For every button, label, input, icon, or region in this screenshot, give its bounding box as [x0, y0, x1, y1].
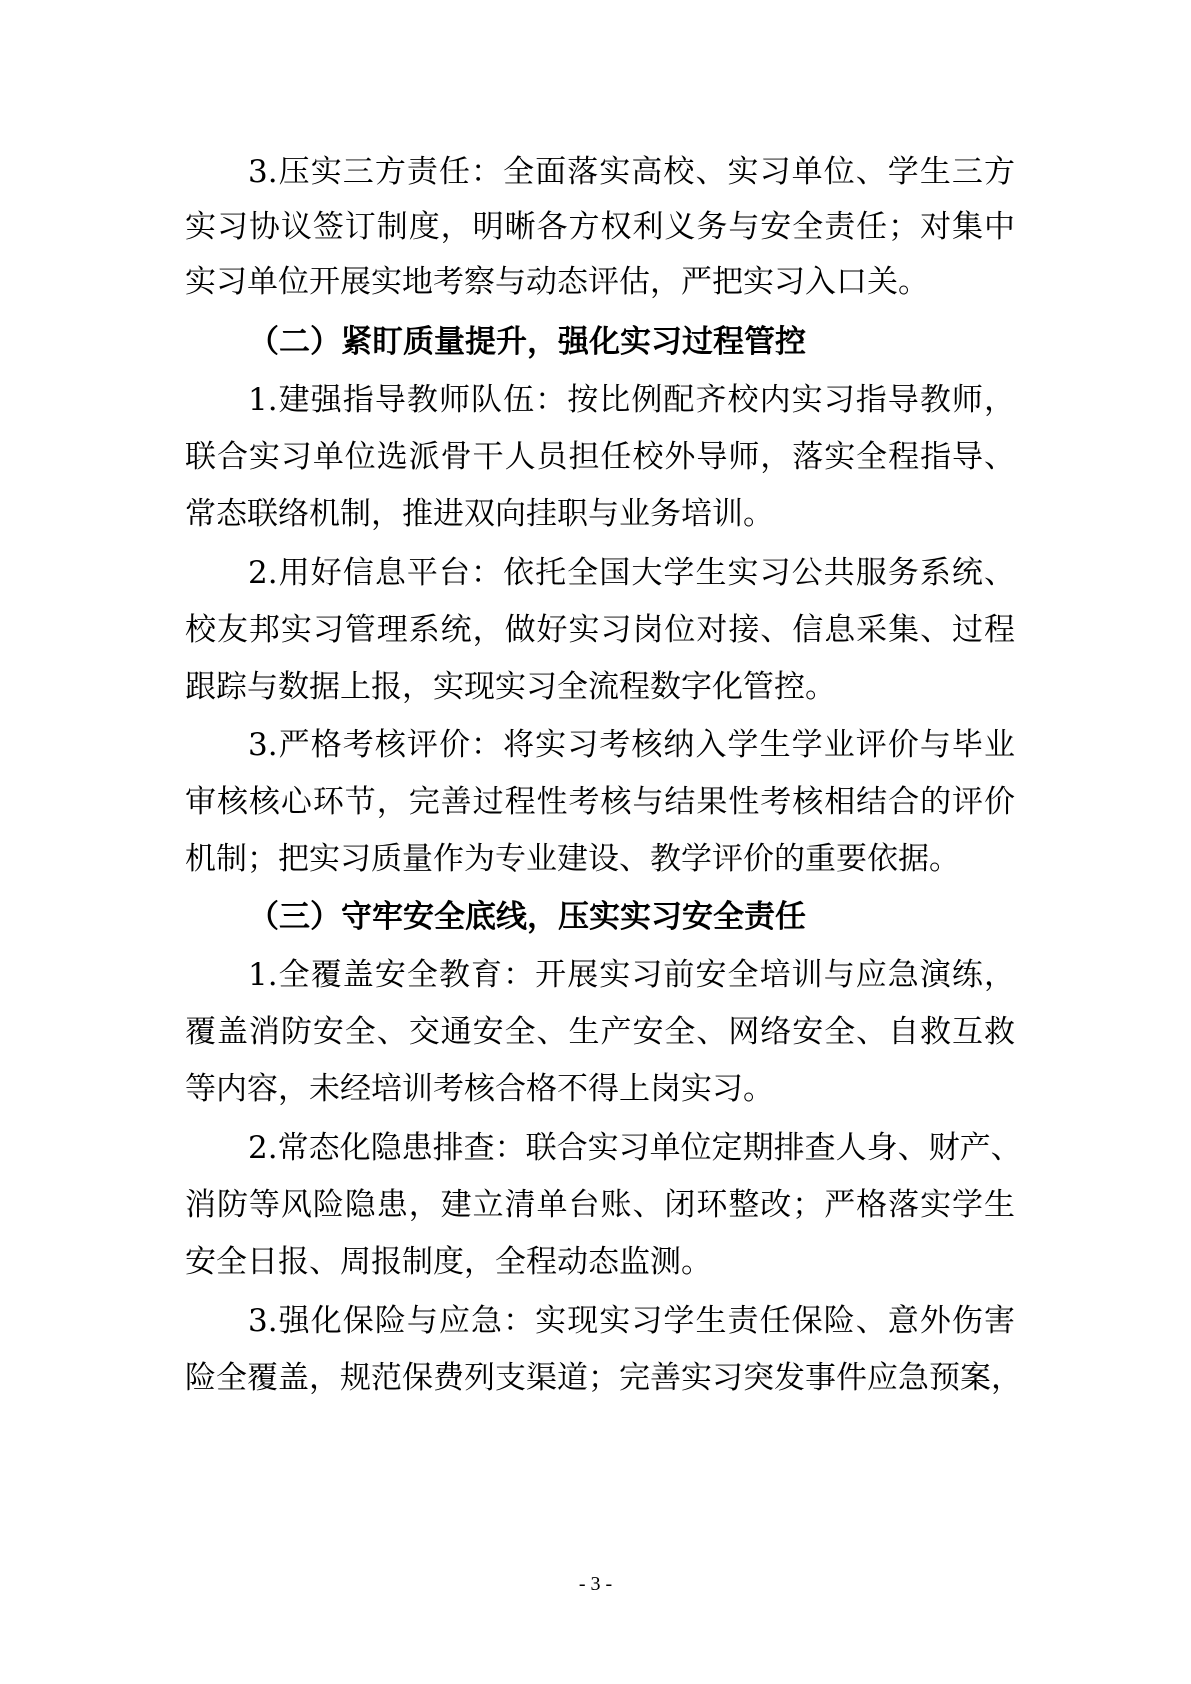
paragraph-line: 消防等风险隐患，建立清单台账、闭环整改；严格落实学生 [185, 1187, 1015, 1223]
paragraph-line: 审核核心环节，完善过程性考核与结果性考核相结合的评价 [185, 784, 1015, 820]
paragraph-line: 2.用好信息平台：依托全国大学生实习公共服务系统、 [248, 555, 1015, 591]
paragraph-line: 覆盖消防安全、交通安全、生产安全、网络安全、自救互救 [185, 1014, 1015, 1050]
paragraph-line: 实习单位开展实地考察与动态评估，严把实习入口关。 [185, 264, 929, 300]
paragraph-line: 3.严格考核评价：将实习考核纳入学生学业评价与毕业 [248, 727, 1015, 763]
paragraph-line: 1.建强指导教师队伍：按比例配齐校内实习指导教师， [248, 382, 1015, 418]
paragraph-line: 等内容，未经培训考核合格不得上岗实习。 [185, 1071, 774, 1107]
paragraph-line: 校友邦实习管理系统，做好实习岗位对接、信息采集、过程 [185, 612, 1015, 648]
paragraph-line: 安全日报、周报制度，全程动态监测。 [185, 1244, 712, 1280]
paragraph-line: 3.压实三方责任：全面落实高校、实习单位、学生三方 [248, 154, 1015, 190]
paragraph-line: 险全覆盖，规范保费列支渠道；完善实习突发事件应急预案， [185, 1360, 1022, 1396]
paragraph-line: 实习协议签订制度，明晰各方权利义务与安全责任；对集中 [185, 209, 1015, 245]
paragraph-line: 1.全覆盖安全教育：开展实习前安全培训与应急演练， [248, 957, 1015, 993]
section-heading-2: （二）紧盯质量提升，强化实习过程管控 [248, 324, 806, 360]
paragraph-line: 常态联络机制，推进双向挂职与业务培训。 [185, 496, 774, 532]
section-heading-3: （三）守牢安全底线，压实实习安全责任 [248, 899, 806, 935]
paragraph-line: 机制；把实习质量作为专业建设、教学评价的重要依据。 [185, 841, 960, 877]
page-number: - 3 - [578, 1573, 613, 1595]
paragraph-line: 2.常态化隐患排查：联合实习单位定期排查人身、财产、 [248, 1130, 1022, 1166]
paragraph-line: 3.强化保险与应急：实现实习学生责任保险、意外伤害 [248, 1303, 1015, 1339]
paragraph-line: 跟踪与数据上报，实现实习全流程数字化管控。 [185, 669, 836, 705]
paragraph-line: 联合实习单位选派骨干人员担任校外导师，落实全程指导、 [185, 439, 1015, 475]
